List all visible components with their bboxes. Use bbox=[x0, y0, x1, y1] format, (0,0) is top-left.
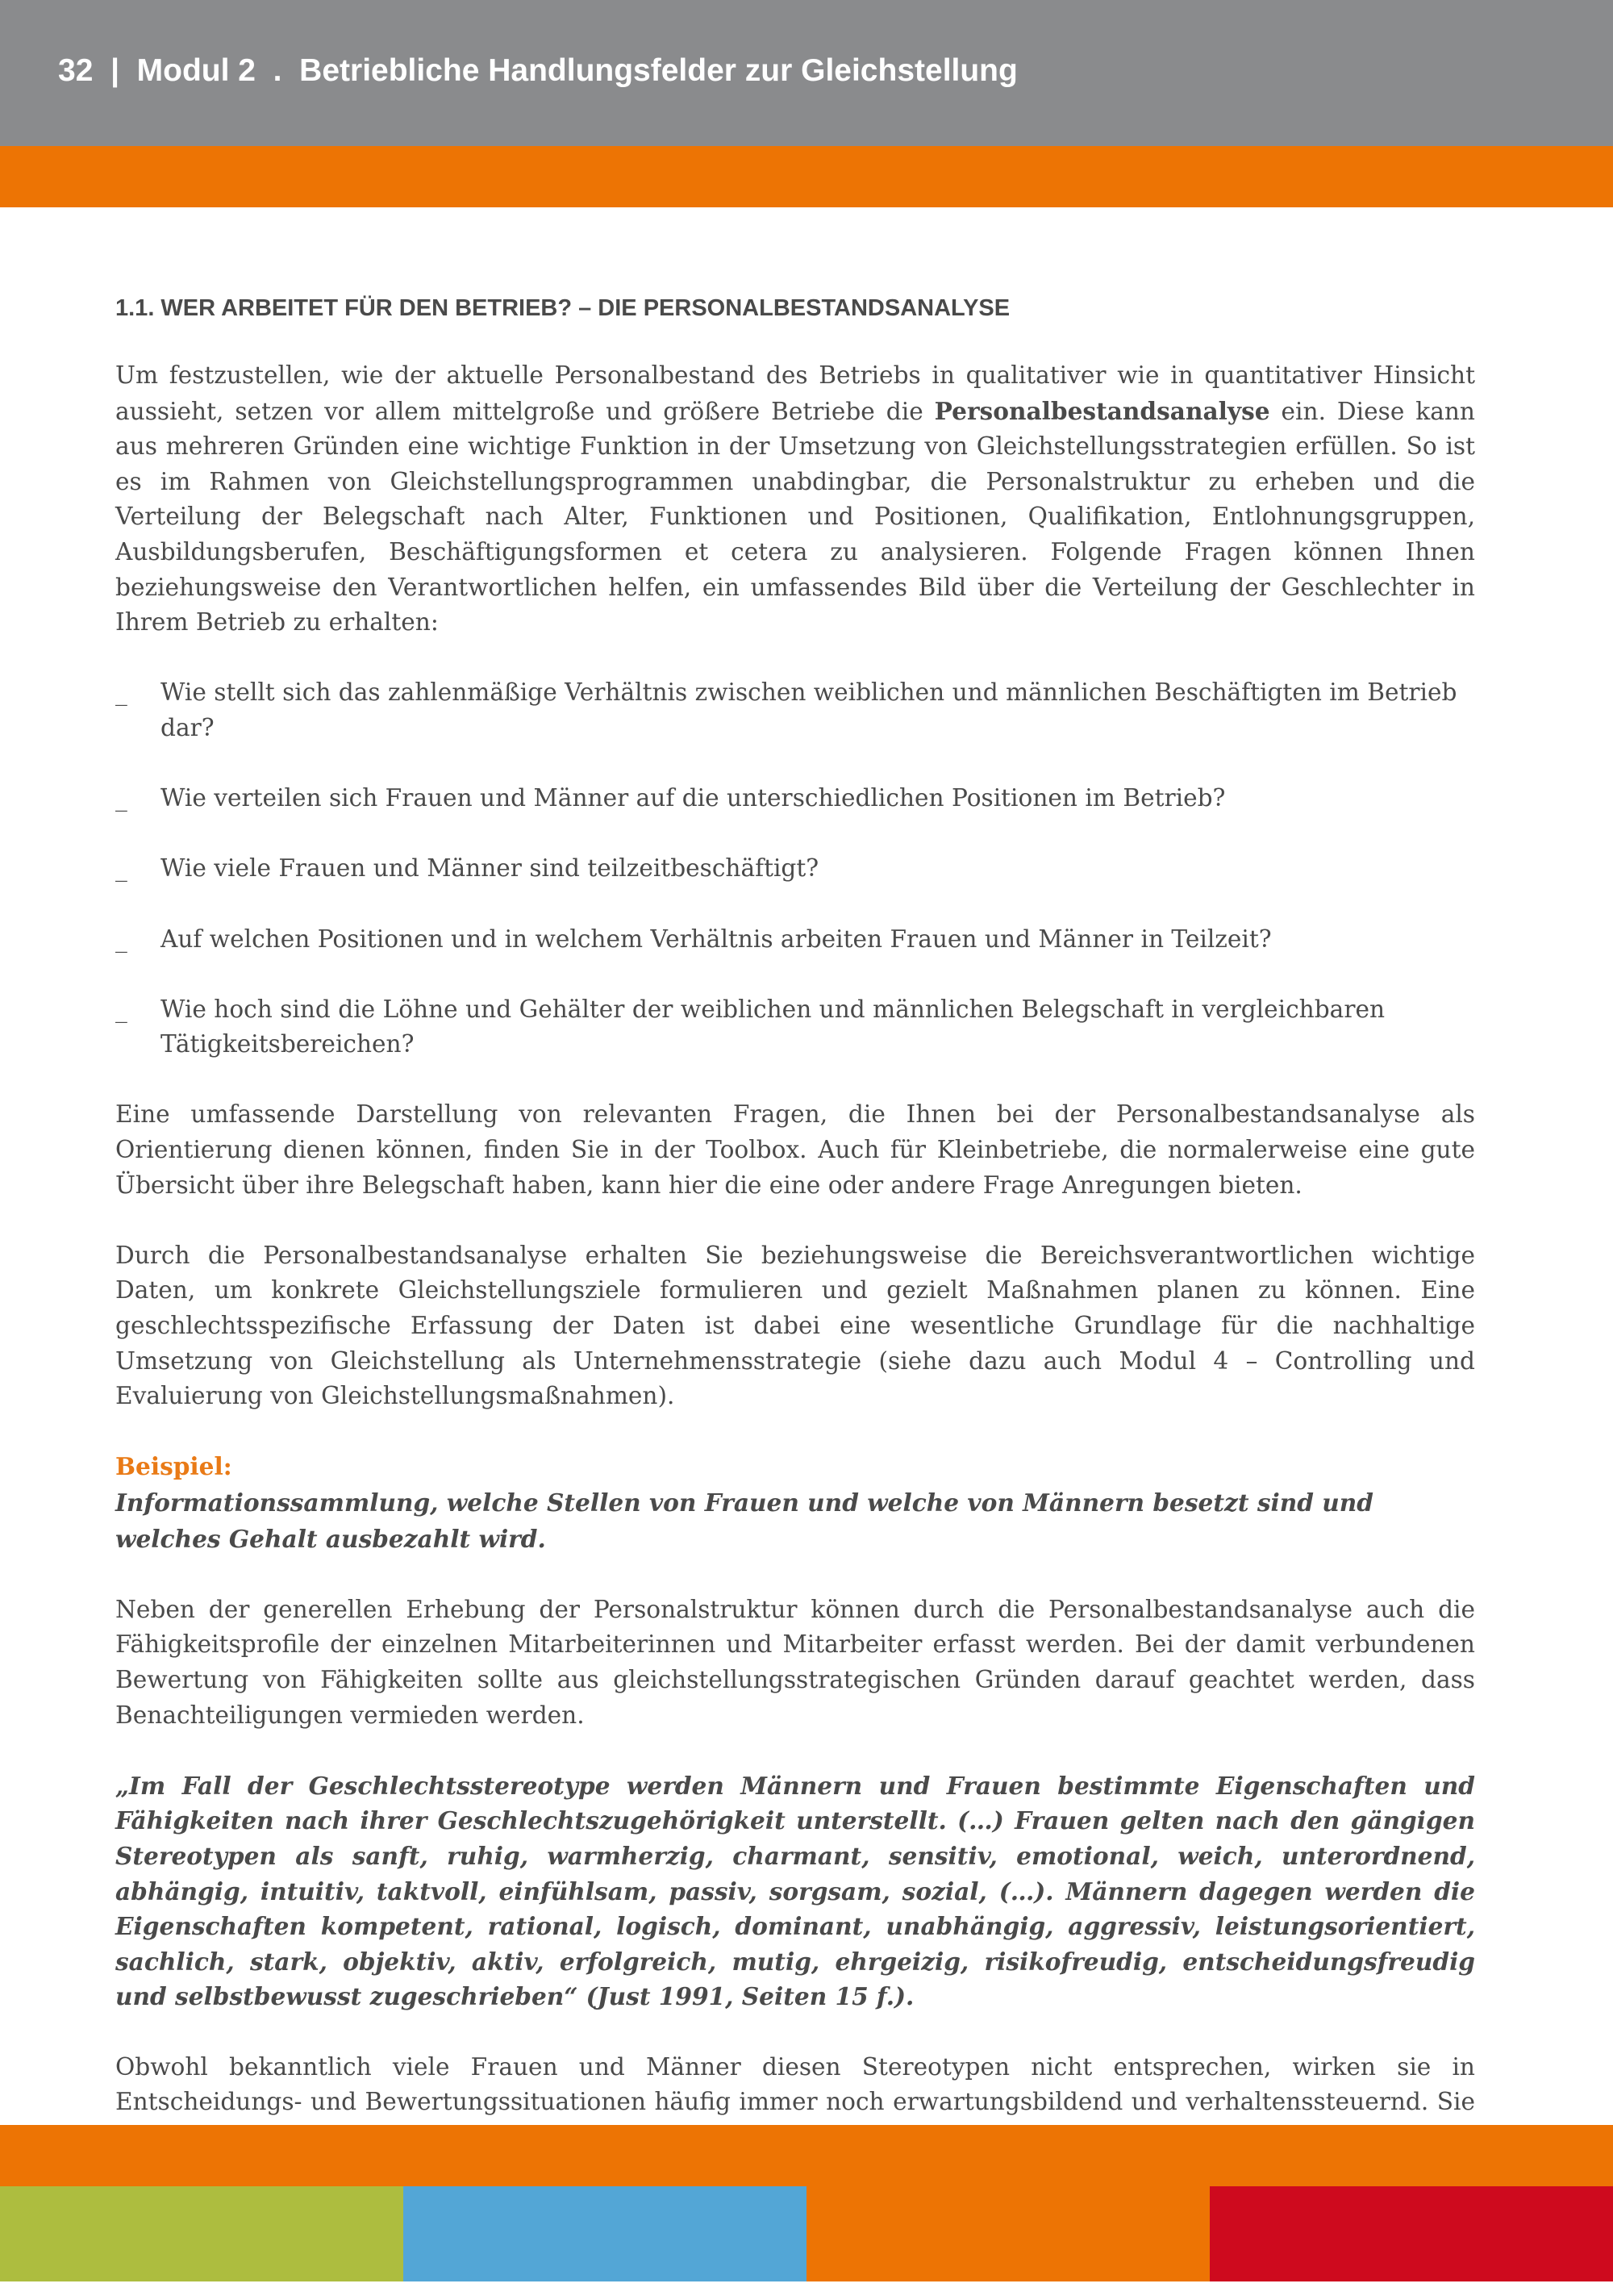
bullet-marker: _ bbox=[115, 678, 127, 707]
example-title: Informationssammlung, welche Stellen von Frauen und welche von Männern besetzt sind und welches Gehalt ausbezahlt wird. bbox=[115, 1488, 1373, 1553]
stereotype-quote: „Im Fall der Geschlechtsstereotype werden Männern und Frauen bestimmte Eigenschaften und Fähigkeiten nach ihrer Geschlechtszugehörigkeit unterstellt. (…) Frauen gelten nach den gängigen Stereotypen als sanft, ruhig, warmherzig, charmant, sensitiv, emotional, weich, unterordnend, abhängig, intuitiv, taktvoll, einfühlsam, passiv, sorgsam, sozial, (…). Männern dagegen werden die Eigenschaften kompetent, rational, logisch, dominant, unabhängig, aggressiv, leistungsorientiert, sachlich, stark, objektiv, aktiv, erfolgreich, mutig, ehrgeizig, risikofreudig, entscheidungsfreudig und selbstbewusst zugeschrieben“ (Just 1991, Seiten 15 f.). bbox=[115, 1771, 1475, 2011]
header-title bbox=[58, 53, 1018, 89]
footer-block-blue bbox=[403, 2186, 806, 2281]
list-item bbox=[115, 992, 1475, 1062]
intro-text-start: Um festzustellen, wie der aktuelle Personalbestand des Betriebs in qualitativer wie in quantitativer Hinsicht aussieht, setzen vor allem mittelgroße und größere Betriebe die bbox=[115, 361, 1475, 425]
list-item bbox=[115, 922, 1475, 958]
module-label: Modul 2 bbox=[136, 53, 256, 88]
toolbox-paragraph: Eine umfassende Darstellung von relevanten Fragen, die Ihnen bei der Personalbestandsanalyse als Orientierung dienen können, finden Sie in der Toolbox. Auch für Kleinbetriebe, die normalerweise eine gute Übersicht über ihre Belegschaft haben, kann hier die eine oder andere Frage Anregungen bieten. bbox=[115, 1100, 1475, 1199]
list-item bbox=[115, 781, 1475, 816]
page-header bbox=[0, 0, 1613, 146]
chapter-title: Betriebliche Handlungsfelder zur Gleichstellung bbox=[299, 53, 1018, 88]
bullet-marker: _ bbox=[115, 854, 127, 883]
intro-bold-term: Personalbestandsanalyse bbox=[934, 396, 1270, 425]
list-item bbox=[115, 851, 1475, 887]
list-item-text: Wie verteilen sich Frauen und Männer auf die unterschiedlichen Positionen im Betrieb? bbox=[160, 784, 1226, 812]
bullet-marker: _ bbox=[115, 784, 127, 812]
intro-paragraph bbox=[115, 358, 1475, 641]
skills-paragraph: Neben der generellen Erhebung der Personalstruktur können durch die Personalbestandsanalyse auch die Fähigkeitsprofile der einzelnen Mitarbeiterinnen und Mitarbeiter erfasst werden. Bei der damit verbundenen Bewertung von Fähigkeiten sollte aus gleichstellungsstrategischen Gründen darauf geachtet werden, dass Benachteiligungen vermieden werden. bbox=[115, 1595, 1475, 1729]
list-item bbox=[115, 675, 1475, 745]
header-orange-band bbox=[0, 146, 1613, 207]
example-label: Beispiel: bbox=[115, 1452, 232, 1481]
data-paragraph: Durch die Personalbestandsanalyse erhalten Sie beziehungsweise die Bereichsverantwortlichen wichtige Daten, um konkrete Gleichstellungsziele formulieren und gezielt Maßnahmen planen zu können. Eine geschlechtsspezifische Erfassung der Daten ist dabei eine wesentliche Grundlage für die nachhaltige Umsetzung von Gleichstellung als Unternehmensstrategie (siehe dazu auch Modul 4 – Controlling und Evaluierung von Gleichstellungsmaßnahmen). bbox=[115, 1241, 1475, 1410]
list-item-text: Wie viele Frauen und Männer sind teilzeitbeschäftigt? bbox=[160, 854, 819, 883]
footer-color-blocks bbox=[0, 2186, 1613, 2281]
header-dot: . bbox=[273, 53, 282, 88]
header-separator: | bbox=[110, 53, 119, 88]
list-item-text: Auf welchen Positionen und in welchem Verhältnis arbeiten Frauen und Männer in Teilzeit? bbox=[160, 925, 1272, 953]
main-content bbox=[115, 292, 1475, 2296]
intro-text-end: ein. Diese kann aus mehreren Gründen eine wichtige Funktion in der Umsetzung von Gleichstellungsstrategien erfüllen. So ist es im Rahmen von Gleichstellungsprogrammen unabdingbar, die Personalstruktur zu erheben und die Verteilung der Belegschaft nach Alter, Funktionen und Positionen, Qualifikation, Entlohnungsgruppen, Ausbildungsberufen, Beschäftigungsformen et cetera zu analysieren. Folgende Fragen können Ihnen beziehungsweise den Verantwortlichen helfen, ein umfassendes Bild über die Verteilung der Geschlechter in Ihrem Betrieb zu erhalten: bbox=[115, 397, 1475, 637]
footer-block-green bbox=[0, 2186, 403, 2281]
section-heading: 1.1. WER ARBEITET FÜR DEN BETRIEB? – DIE PERSONALBESTANDSANALYSE bbox=[115, 295, 1011, 321]
footer-block-orange bbox=[806, 2186, 1210, 2281]
stereotype-paragraph: Obwohl bekanntlich viele Frauen und Männer diesen Stereotypen nicht entsprechen, wirken sie in Entscheidungs- und Bewertungssituationen häufig immer noch erwartungsbildend und verhaltenssteuernd. Sie bbox=[115, 2052, 1475, 2116]
list-item-text: Wie stellt sich das zahlenmäßige Verhältnis zwischen weiblichen und männlichen Beschäftigten im Betrieb dar? bbox=[160, 678, 1457, 741]
bullet-marker: _ bbox=[115, 995, 127, 1023]
list-item-text: Wie hoch sind die Löhne und Gehälter der weiblichen und männlichen Belegschaft in vergleichbaren Tätigkeitsbereichen? bbox=[160, 995, 1386, 1058]
page-number: 32 bbox=[58, 53, 94, 88]
footer-orange-band bbox=[0, 2125, 1613, 2186]
footer-block-red bbox=[1210, 2186, 1613, 2281]
example-box bbox=[115, 1449, 1475, 1557]
question-list bbox=[115, 675, 1475, 1062]
bullet-marker: _ bbox=[115, 925, 127, 953]
